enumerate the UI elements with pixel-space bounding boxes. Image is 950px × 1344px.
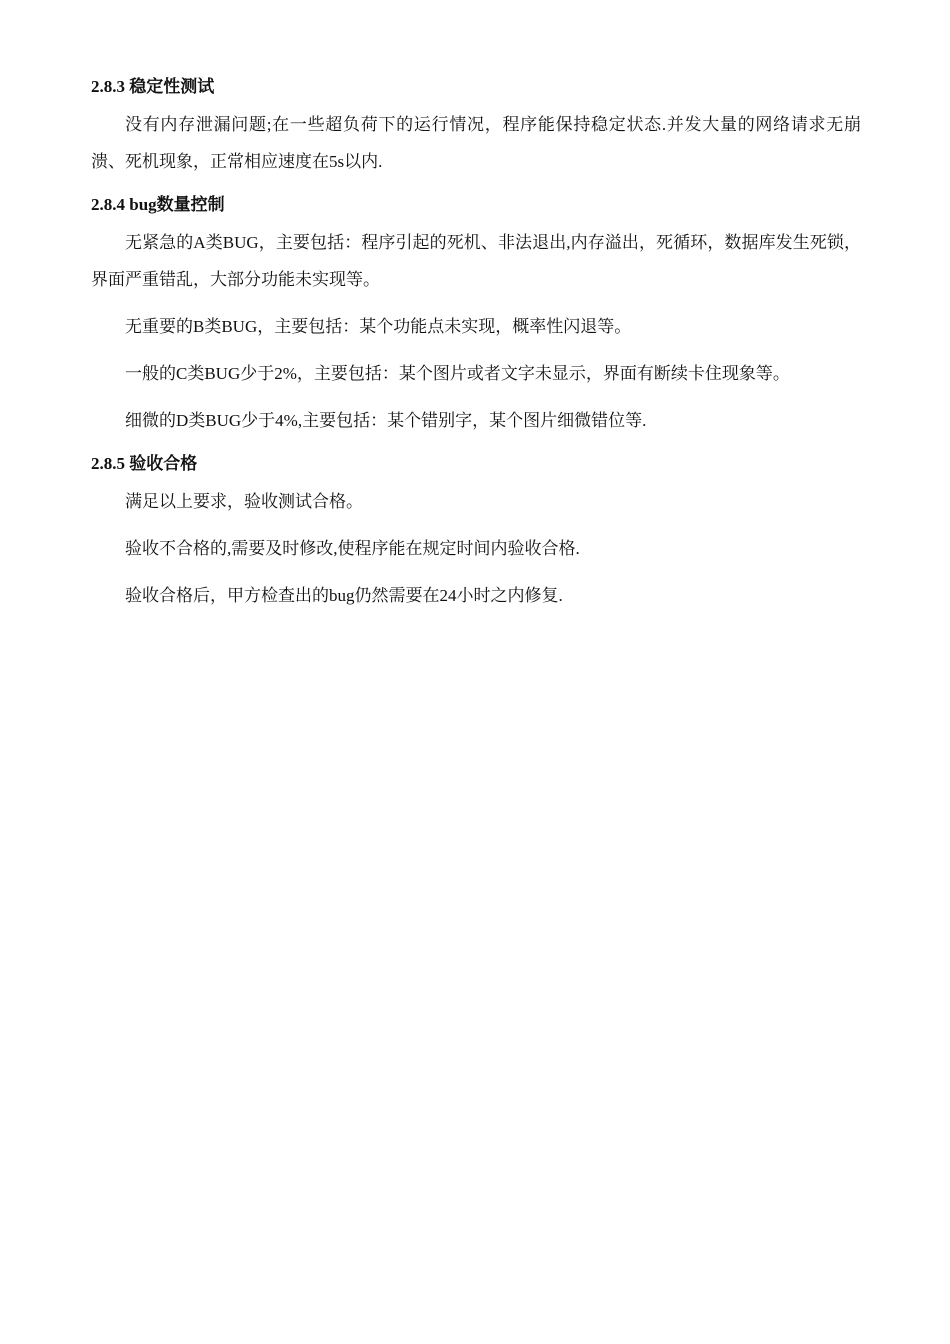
section-heading: 2.8.3 稳定性测试	[91, 77, 215, 96]
paragraph: 无重要的B类BUG，主要包括：某个功能点未实现，概率性闪退等。	[125, 317, 632, 336]
section-stability-test	[91, 72, 861, 180]
paragraph: 验收合格后，甲方检查出的bug仍然需要在24小时之内修复.	[125, 586, 563, 605]
section-heading: 2.8.4 bug数量控制	[91, 195, 225, 214]
paragraph: 满足以上要求，验收测试合格。	[125, 492, 363, 511]
paragraph: 无紧急的A类BUG，主要包括：程序引起的死机、非法退出,内存溢出，死循环，数据库发生死锁，界面严重错乱，大部分功能未实现等。	[91, 233, 861, 289]
section-acceptance	[91, 449, 861, 614]
document-page	[91, 72, 861, 624]
paragraph: 验收不合格的,需要及时修改,使程序能在规定时间内验收合格.	[125, 539, 580, 558]
paragraph: 一般的C类BUG少于2%，主要包括：某个图片或者文字未显示，界面有断续卡住现象等。	[125, 364, 790, 383]
paragraph: 细微的D类BUG少于4%,主要包括：某个错别字，某个图片细微错位等.	[125, 411, 647, 430]
section-heading: 2.8.5 验收合格	[91, 454, 198, 473]
section-bug-count-control	[91, 190, 861, 439]
paragraph: 没有内存泄漏问题;在一些超负荷下的运行情况，程序能保持稳定状态.并发大量的网络请求无崩溃、死机现象，正常相应速度在5s以内.	[91, 115, 861, 171]
